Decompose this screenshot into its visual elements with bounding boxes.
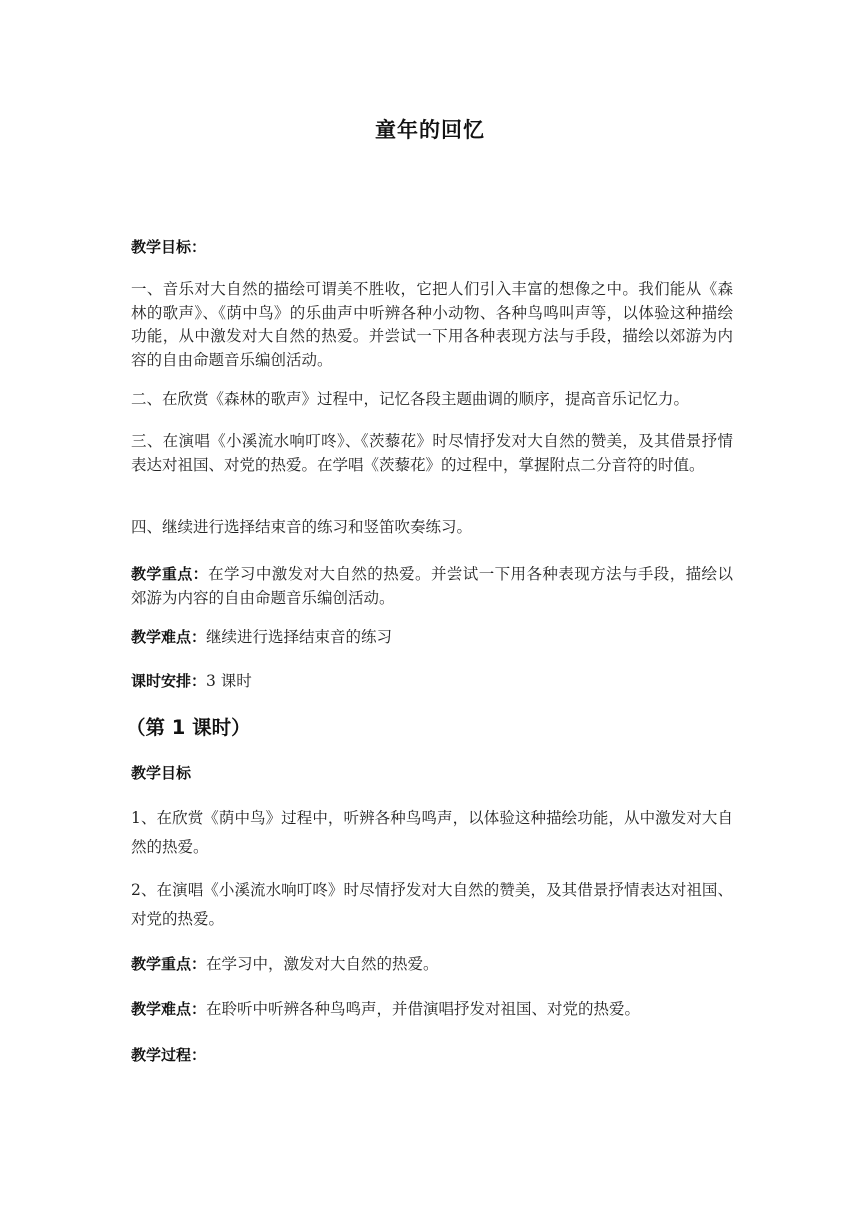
goals-label: 教学目标： [131,238,207,256]
lesson-process-label: 教学过程： [131,1046,207,1064]
key-points-label: 教学重点： [131,565,209,583]
lesson-goals-heading [131,762,733,786]
schedule-paragraph [131,670,733,694]
schedule-label: 课时安排： [131,672,207,690]
goals-heading [131,236,733,260]
goal-paragraph-3: 三、在演唱《小溪流水响叮咚》、《茨藜花》时尽情抒发对大自然的赞美，及其借景抒情表达对祖国、对党的热爱。在学唱《茨藜花》的过程中，掌握附点二分音符的时值。 [131,432,733,474]
key-points-paragraph [131,563,733,610]
lesson-difficulty-paragraph [131,998,733,1022]
key-points-text: 在学习中激发对大自然的热爱。并尝试一下用各种表现方法与手段，描绘以郊游为内容的自由命题音乐编创活动。 [131,565,733,607]
lesson-goal-paragraph-2: 2、在演唱《小溪流水响叮咚》时尽情抒发对大自然的赞美，及其借景抒情表达对祖国、对党的热爱。 [131,881,733,928]
lesson-process-heading [131,1044,733,1068]
lesson-key-points-paragraph [131,953,733,977]
page-title: 童年的回忆 [375,118,485,142]
lesson-goals-label: 教学目标 [131,764,192,782]
goal-paragraph-1: 一、音乐对大自然的描绘可谓美不胜收，它把人们引入丰富的想像之中。我们能从《森林的歌声》、《荫中鸟》的乐曲声中听辨各种小动物、各种鸟鸣叫声等，以体验这种描绘功能，从中激发对大自然的热爱。并尝试一下用各种表现方法与手段，描绘以郊游为内容的自由命题音乐编创活动。 [131,280,733,369]
schedule-text: 3 课时 [206,672,252,690]
lesson-key-points-label: 教学重点： [131,955,207,973]
lesson-difficulty-label: 教学难点： [131,1000,207,1018]
lesson-1-title: （第 1 课时） [126,716,251,739]
difficulty-label: 教学难点： [131,628,207,646]
lesson-goal-paragraph-1: 1、在欣赏《荫中鸟》过程中，听辨各种鸟鸣声，以体验这种描绘功能，从中激发对大自然的热爱。 [131,809,733,856]
difficulty-paragraph [131,626,733,650]
lesson-difficulty-text: 在聆听中听辨各种鸟鸣声，并借演唱抒发对祖国、对党的热爱。 [206,1000,641,1018]
lesson-key-points-text: 在学习中，激发对大自然的热爱。 [206,955,439,973]
goal-paragraph-4: 四、继续进行选择结束音的练习和竖笛吹奏练习。 [131,518,473,536]
difficulty-text: 继续进行选择结束音的练习 [206,628,393,646]
goal-paragraph-2: 二、在欣赏《森林的歌声》过程中，记忆各段主题曲调的顺序，提高音乐记忆力。 [131,390,690,408]
